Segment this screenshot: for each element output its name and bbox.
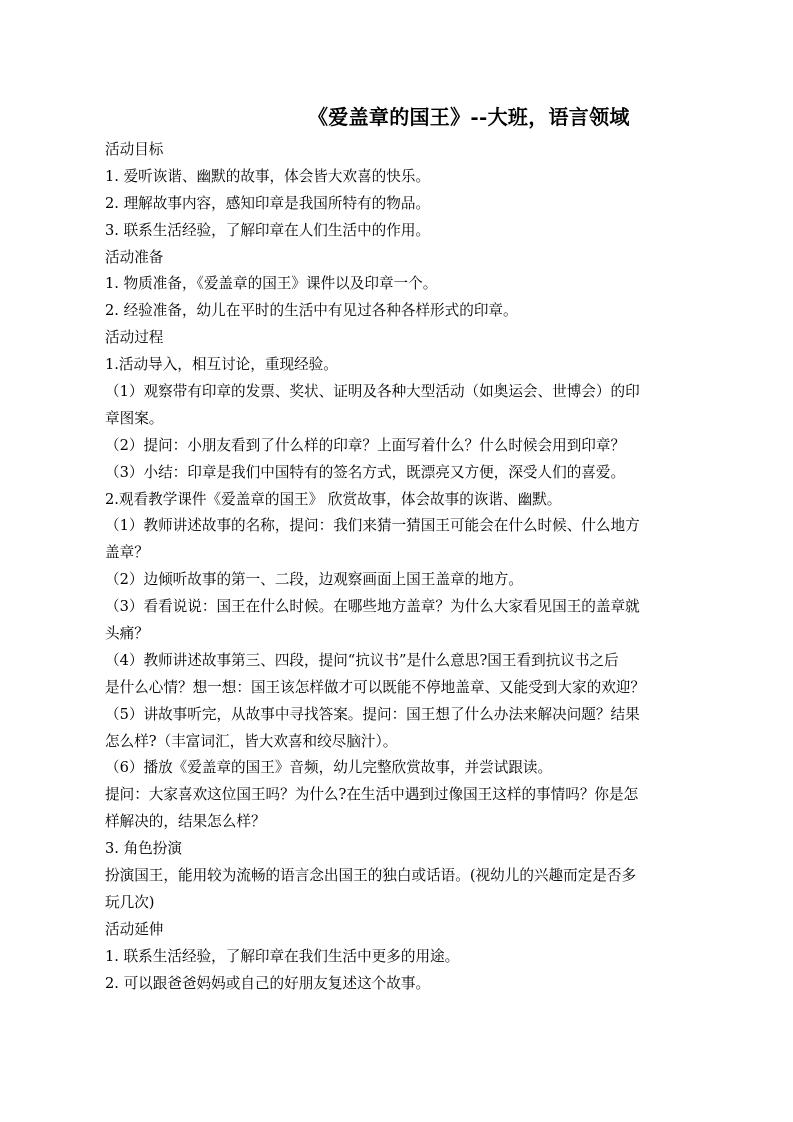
section-heading-process: 活动过程 xyxy=(105,329,164,347)
goal-item-3: 3. 联系生活经验，了解印章在人们生活中的作用。 xyxy=(105,221,431,239)
process-step-2-sub-3: （3）看看说说：国王在什么时候。在哪些地方盖章？为什么大家看见国王的盖章就 xyxy=(105,598,640,616)
extension-item-2: 2. 可以跟爸爸妈妈或自己的好朋友复述这个故事。 xyxy=(105,974,431,992)
extension-item-1: 1. 联系生活经验，了解印章在我们生活中更多的用途。 xyxy=(105,947,460,965)
process-step-2-sub-6: （6）播放《爱盖章的国王》音频，幼儿完整欣赏故事，并尝试跟读。 xyxy=(105,759,553,777)
process-step-1-sub-2: （2）提问：小朋友看到了什么样的印章？上面写着什么？什么时候会用到印章？ xyxy=(105,436,626,454)
process-question: 提问：大家喜欢这位国王吗？为什么?在生活中遇到过像国王这样的事情吗？你是怎 xyxy=(105,786,639,804)
process-step-2-sub-5-cont: 怎么样?（丰富词汇，皆大欢喜和绞尽脑汁）。 xyxy=(105,732,398,750)
process-step-2-sub-2: （2）边倾听故事的第一、二段，边观察画面上国王盖章的地方。 xyxy=(105,571,523,589)
process-step-2-sub-4: （4）教师讲述故事第三、四段，提问“抗议书”是什么意思?国王看到抗议书之后 xyxy=(105,651,619,669)
document-body xyxy=(105,137,695,998)
process-step-2-sub-5: （5）讲故事听完，从故事中寻找答案。提问：国王想了什么办法来解决问题？结果 xyxy=(105,705,640,723)
process-step-3: 3. 角色扮演 xyxy=(105,840,182,858)
goal-item-2: 2. 理解故事内容，感知印章是我国所特有的物品。 xyxy=(105,194,431,212)
process-step-1-sub-1: （1）观察带有印章的发票、奖状、证明及各种大型活动（如奥运会、世博会）的印 xyxy=(105,383,640,401)
process-step-2-sub-1: （1）教师讲述故事的名称，提问：我们来猜一猜国王可能会在什么时候、什么地方 xyxy=(105,517,640,535)
process-step-2: 2.观看教学课件《爱盖章的国王》 欣赏故事，体会故事的诙谐、幽默。 xyxy=(105,490,562,508)
section-heading-preparation: 活动准备 xyxy=(105,248,164,266)
process-step-2-sub-1-cont: 盖章？ xyxy=(105,544,149,562)
process-step-1: 1.活动导入，相互讨论，重现经验。 xyxy=(105,356,338,374)
process-step-1-sub-3: （3）小结：印章是我们中国特有的签名方式，既漂亮又方便，深受人们的喜爱。 xyxy=(105,463,626,481)
process-question-cont: 样解决的，结果怎么样？ xyxy=(105,813,266,831)
process-step-2-sub-4-cont: 是什么心情？想一想：国王该怎样做才可以既能不停地盖章、又能受到大家的欢迎？ xyxy=(105,678,645,696)
preparation-item-1: 1. 物质准备，《爱盖章的国王》课件以及印章一个。 xyxy=(105,275,438,293)
process-step-3-detail: 扮演国王，能用较为流畅的语言念出国王的独白或话语。(视幼儿的兴趣而定是否多 xyxy=(105,867,637,885)
goal-item-1: 1. 爱听诙谐、幽默的故事，体会皆大欢喜的快乐。 xyxy=(105,167,431,185)
process-step-1-sub-1-cont: 章图案。 xyxy=(105,409,164,427)
section-heading-goals: 活动目标 xyxy=(105,141,164,158)
document-title: 《爱盖章的国王》--大班，语言领域 xyxy=(308,105,630,129)
process-step-2-sub-3-cont: 头痛？ xyxy=(105,625,149,643)
section-heading-extension: 活动延伸 xyxy=(105,920,164,938)
process-step-3-detail-cont: 玩几次) xyxy=(105,893,155,911)
preparation-item-2: 2. 经验准备，幼儿在平时的生活中有见过各种各样形式的印章。 xyxy=(105,302,518,320)
